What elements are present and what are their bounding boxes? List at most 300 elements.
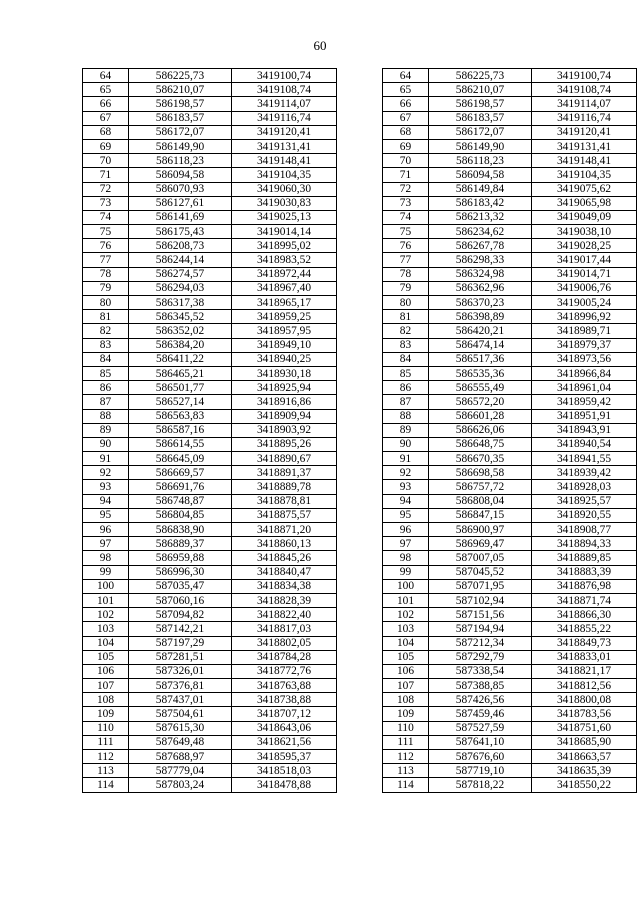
point-number-right: 93 (383, 480, 429, 494)
point-number-right: 106 (383, 664, 429, 678)
x-coord-left: 586225,73 (129, 69, 232, 83)
x-coord-left: 587060,16 (129, 593, 232, 607)
x-coord-right: 587676,60 (429, 750, 532, 764)
table-row (83, 579, 637, 593)
point-number-right: 96 (383, 523, 429, 537)
point-number-right: 66 (383, 97, 429, 111)
point-number-left: 79 (83, 281, 129, 295)
table-row (83, 508, 637, 522)
x-coord-left: 586345,52 (129, 310, 232, 324)
point-number-left: 64 (83, 69, 129, 83)
y-coord-left: 3419120,41 (232, 125, 337, 139)
column-gap (337, 579, 383, 593)
point-number-right: 110 (383, 721, 429, 735)
x-coord-right: 586225,73 (429, 69, 532, 83)
y-coord-right: 3418996,92 (532, 310, 637, 324)
x-coord-left: 586587,16 (129, 423, 232, 437)
y-coord-left: 3418957,95 (232, 324, 337, 338)
y-coord-left: 3418834,38 (232, 579, 337, 593)
point-number-left: 70 (83, 154, 129, 168)
column-gap (337, 466, 383, 480)
x-coord-left: 586645,09 (129, 452, 232, 466)
x-coord-left: 586465,21 (129, 366, 232, 380)
column-gap (337, 735, 383, 749)
point-number-left: 92 (83, 466, 129, 480)
point-number-right: 89 (383, 423, 429, 437)
y-coord-right: 3419014,71 (532, 267, 637, 281)
column-gap (337, 352, 383, 366)
point-number-left: 108 (83, 693, 129, 707)
y-coord-left: 3418840,47 (232, 565, 337, 579)
point-number-right: 87 (383, 395, 429, 409)
point-number-left: 73 (83, 196, 129, 210)
column-gap (337, 423, 383, 437)
table-row (83, 537, 637, 551)
x-coord-right: 586149,84 (429, 182, 532, 196)
point-number-right: 79 (383, 281, 429, 295)
y-coord-left: 3418949,10 (232, 338, 337, 352)
column-gap (337, 83, 383, 97)
x-coord-left: 587281,51 (129, 650, 232, 664)
table-row (83, 154, 637, 168)
y-coord-left: 3418983,52 (232, 253, 337, 267)
point-number-left: 71 (83, 168, 129, 182)
point-number-right: 100 (383, 579, 429, 593)
column-gap (337, 296, 383, 310)
table-row (83, 565, 637, 579)
point-number-right: 103 (383, 622, 429, 636)
y-coord-right: 3418876,98 (532, 579, 637, 593)
x-coord-right: 586648,75 (429, 437, 532, 451)
y-coord-left: 3418875,57 (232, 508, 337, 522)
table-row (83, 310, 637, 324)
y-coord-left: 3419030,83 (232, 196, 337, 210)
y-coord-left: 3418890,67 (232, 452, 337, 466)
x-coord-right: 587426,56 (429, 693, 532, 707)
table-row (83, 97, 637, 111)
point-number-right: 107 (383, 679, 429, 693)
table-row (83, 182, 637, 196)
column-gap (337, 69, 383, 83)
point-number-left: 98 (83, 551, 129, 565)
x-coord-right: 586149,90 (429, 139, 532, 153)
point-number-right: 99 (383, 565, 429, 579)
point-number-right: 80 (383, 296, 429, 310)
column-gap (337, 97, 383, 111)
x-coord-right: 586757,72 (429, 480, 532, 494)
point-number-left: 113 (83, 764, 129, 778)
y-coord-left: 3418860,13 (232, 537, 337, 551)
x-coord-left: 587376,81 (129, 679, 232, 693)
y-coord-right: 3419028,25 (532, 239, 637, 253)
point-number-right: 81 (383, 310, 429, 324)
x-coord-right: 586267,78 (429, 239, 532, 253)
table-row (83, 253, 637, 267)
column-gap (337, 437, 383, 451)
table-row (83, 466, 637, 480)
x-coord-left: 587649,48 (129, 735, 232, 749)
column-gap (337, 281, 383, 295)
x-coord-right: 587151,56 (429, 608, 532, 622)
point-number-right: 68 (383, 125, 429, 139)
table-row (83, 296, 637, 310)
table-row (83, 650, 637, 664)
x-coord-right: 587818,22 (429, 778, 532, 792)
y-coord-right: 3418966,84 (532, 366, 637, 380)
column-gap (337, 324, 383, 338)
column-gap (337, 750, 383, 764)
point-number-left: 107 (83, 679, 129, 693)
x-coord-right: 586398,89 (429, 310, 532, 324)
x-coord-right: 587388,85 (429, 679, 532, 693)
y-coord-right: 3419006,76 (532, 281, 637, 295)
column-gap (337, 239, 383, 253)
point-number-left: 72 (83, 182, 129, 196)
table-row (83, 721, 637, 735)
point-number-right: 95 (383, 508, 429, 522)
x-coord-right: 587527,59 (429, 721, 532, 735)
y-coord-right: 3418866,30 (532, 608, 637, 622)
y-coord-right: 3418855,22 (532, 622, 637, 636)
x-coord-right: 586213,32 (429, 210, 532, 224)
table-row (83, 437, 637, 451)
y-coord-left: 3418845,26 (232, 551, 337, 565)
y-coord-left: 3419131,41 (232, 139, 337, 153)
point-number-right: 78 (383, 267, 429, 281)
table-row (83, 707, 637, 721)
column-gap (337, 168, 383, 182)
x-coord-right: 586847,15 (429, 508, 532, 522)
y-coord-left: 3418965,17 (232, 296, 337, 310)
x-coord-left: 586094,58 (129, 168, 232, 182)
point-number-left: 109 (83, 707, 129, 721)
y-coord-right: 3418550,22 (532, 778, 637, 792)
point-number-left: 85 (83, 366, 129, 380)
point-number-right: 109 (383, 707, 429, 721)
y-coord-right: 3419108,74 (532, 83, 637, 97)
point-number-right: 69 (383, 139, 429, 153)
x-coord-left: 586501,77 (129, 381, 232, 395)
y-coord-left: 3418643,06 (232, 721, 337, 735)
y-coord-left: 3418817,03 (232, 622, 337, 636)
x-coord-left: 586172,07 (129, 125, 232, 139)
x-coord-left: 587779,04 (129, 764, 232, 778)
x-coord-left: 586384,20 (129, 338, 232, 352)
point-number-left: 77 (83, 253, 129, 267)
x-coord-right: 586298,33 (429, 253, 532, 267)
point-number-left: 78 (83, 267, 129, 281)
x-coord-right: 586808,04 (429, 494, 532, 508)
point-number-right: 111 (383, 735, 429, 749)
table-row (83, 83, 637, 97)
table-row (83, 735, 637, 749)
y-coord-left: 3418518,03 (232, 764, 337, 778)
point-number-right: 72 (383, 182, 429, 196)
column-gap (337, 125, 383, 139)
y-coord-left: 3419014,14 (232, 225, 337, 239)
table-row (83, 608, 637, 622)
x-coord-right: 586420,21 (429, 324, 532, 338)
column-gap (337, 253, 383, 267)
y-coord-right: 3418849,73 (532, 636, 637, 650)
x-coord-right: 586324,98 (429, 267, 532, 281)
y-coord-left: 3418916,86 (232, 395, 337, 409)
y-coord-right: 3418943,91 (532, 423, 637, 437)
y-coord-right: 3419148,41 (532, 154, 637, 168)
point-number-right: 84 (383, 352, 429, 366)
column-gap (337, 494, 383, 508)
point-number-left: 91 (83, 452, 129, 466)
y-coord-right: 3418959,42 (532, 395, 637, 409)
table-row (83, 139, 637, 153)
y-coord-right: 3418751,60 (532, 721, 637, 735)
point-number-left: 90 (83, 437, 129, 451)
table-row (83, 764, 637, 778)
point-number-right: 74 (383, 210, 429, 224)
x-coord-right: 586234,62 (429, 225, 532, 239)
y-coord-left: 3419114,07 (232, 97, 337, 111)
y-coord-left: 3418930,18 (232, 366, 337, 380)
y-coord-right: 3418685,90 (532, 735, 637, 749)
point-number-right: 77 (383, 253, 429, 267)
x-coord-right: 586601,28 (429, 409, 532, 423)
table-row (83, 338, 637, 352)
point-number-right: 108 (383, 693, 429, 707)
table-row (83, 111, 637, 125)
x-coord-left: 586198,57 (129, 97, 232, 111)
y-coord-left: 3418772,76 (232, 664, 337, 678)
point-number-left: 104 (83, 636, 129, 650)
point-number-right: 65 (383, 83, 429, 97)
y-coord-right: 3419049,09 (532, 210, 637, 224)
point-number-right: 85 (383, 366, 429, 380)
x-coord-right: 586198,57 (429, 97, 532, 111)
y-coord-left: 3418738,88 (232, 693, 337, 707)
column-gap (337, 480, 383, 494)
x-coord-right: 587641,10 (429, 735, 532, 749)
table-row (83, 551, 637, 565)
point-number-right: 88 (383, 409, 429, 423)
x-coord-left: 586127,61 (129, 196, 232, 210)
column-gap (337, 111, 383, 125)
point-number-left: 101 (83, 593, 129, 607)
page-number: 60 (313, 38, 327, 53)
x-coord-left: 586208,73 (129, 239, 232, 253)
x-coord-right: 586183,57 (429, 111, 532, 125)
point-number-right: 71 (383, 168, 429, 182)
table-row (83, 494, 637, 508)
y-coord-right: 3418939,42 (532, 466, 637, 480)
point-number-left: 86 (83, 381, 129, 395)
y-coord-right: 3418821,17 (532, 664, 637, 678)
x-coord-right: 587719,10 (429, 764, 532, 778)
column-gap (337, 537, 383, 551)
x-coord-right: 586626,06 (429, 423, 532, 437)
table-row (83, 366, 637, 380)
table-row (83, 778, 637, 792)
y-coord-left: 3418925,94 (232, 381, 337, 395)
column-gap (337, 608, 383, 622)
column-gap (337, 664, 383, 678)
column-gap (337, 778, 383, 792)
point-number-right: 97 (383, 537, 429, 551)
point-number-right: 86 (383, 381, 429, 395)
column-gap (337, 196, 383, 210)
y-coord-right: 3418908,77 (532, 523, 637, 537)
column-gap (337, 636, 383, 650)
column-gap (337, 366, 383, 380)
x-coord-left: 587326,01 (129, 664, 232, 678)
y-coord-left: 3418828,39 (232, 593, 337, 607)
point-number-left: 99 (83, 565, 129, 579)
point-number-right: 114 (383, 778, 429, 792)
x-coord-right: 586172,07 (429, 125, 532, 139)
coordinates-table (82, 68, 637, 793)
table-row (83, 452, 637, 466)
y-coord-left: 3418940,25 (232, 352, 337, 366)
y-coord-right: 3419114,07 (532, 97, 637, 111)
y-coord-right: 3419120,41 (532, 125, 637, 139)
table-row (83, 352, 637, 366)
y-coord-left: 3418878,81 (232, 494, 337, 508)
y-coord-right: 3418871,74 (532, 593, 637, 607)
point-number-left: 103 (83, 622, 129, 636)
y-coord-right: 3418925,57 (532, 494, 637, 508)
x-coord-left: 587615,30 (129, 721, 232, 735)
x-coord-left: 586210,07 (129, 83, 232, 97)
point-number-right: 83 (383, 338, 429, 352)
point-number-right: 98 (383, 551, 429, 565)
point-number-right: 92 (383, 466, 429, 480)
column-gap (337, 267, 383, 281)
point-number-left: 94 (83, 494, 129, 508)
y-coord-right: 3419104,35 (532, 168, 637, 182)
y-coord-right: 3418940,54 (532, 437, 637, 451)
column-gap (337, 182, 383, 196)
x-coord-left: 586691,76 (129, 480, 232, 494)
x-coord-left: 587142,21 (129, 622, 232, 636)
y-coord-right: 3418889,85 (532, 551, 637, 565)
table-row (83, 267, 637, 281)
y-coord-right: 3418928,03 (532, 480, 637, 494)
point-number-left: 88 (83, 409, 129, 423)
x-coord-left: 586996,30 (129, 565, 232, 579)
x-coord-right: 586094,58 (429, 168, 532, 182)
x-coord-left: 586070,93 (129, 182, 232, 196)
y-coord-left: 3418903,92 (232, 423, 337, 437)
y-coord-left: 3419100,74 (232, 69, 337, 83)
x-coord-right: 586969,47 (429, 537, 532, 551)
column-gap (337, 225, 383, 239)
point-number-right: 76 (383, 239, 429, 253)
point-number-left: 66 (83, 97, 129, 111)
y-coord-right: 3419017,44 (532, 253, 637, 267)
point-number-right: 94 (383, 494, 429, 508)
y-coord-left: 3418763,88 (232, 679, 337, 693)
y-coord-left: 3418972,44 (232, 267, 337, 281)
x-coord-left: 587197,29 (129, 636, 232, 650)
column-gap (337, 154, 383, 168)
x-coord-right: 586183,42 (429, 196, 532, 210)
x-coord-right: 586118,23 (429, 154, 532, 168)
column-gap (337, 693, 383, 707)
y-coord-right: 3418635,39 (532, 764, 637, 778)
table-row (83, 196, 637, 210)
x-coord-left: 586141,69 (129, 210, 232, 224)
table-row (83, 664, 637, 678)
x-coord-left: 586118,23 (129, 154, 232, 168)
table-row (83, 381, 637, 395)
point-number-right: 112 (383, 750, 429, 764)
x-coord-left: 586748,87 (129, 494, 232, 508)
y-coord-left: 3418707,12 (232, 707, 337, 721)
y-coord-right: 3418920,55 (532, 508, 637, 522)
coordinates-table-body (83, 69, 637, 793)
point-number-left: 87 (83, 395, 129, 409)
table-row (83, 210, 637, 224)
y-coord-left: 3418995,02 (232, 239, 337, 253)
x-coord-right: 586698,58 (429, 466, 532, 480)
point-number-right: 104 (383, 636, 429, 650)
table-row (83, 125, 637, 139)
point-number-left: 93 (83, 480, 129, 494)
column-gap (337, 679, 383, 693)
x-coord-right: 587459,46 (429, 707, 532, 721)
y-coord-left: 3418595,37 (232, 750, 337, 764)
x-coord-left: 586175,43 (129, 225, 232, 239)
x-coord-left: 586411,22 (129, 352, 232, 366)
table-row (83, 622, 637, 636)
x-coord-right: 586555,49 (429, 381, 532, 395)
table-row (83, 168, 637, 182)
x-coord-right: 587212,34 (429, 636, 532, 650)
y-coord-right: 3419075,62 (532, 182, 637, 196)
x-coord-left: 586959,88 (129, 551, 232, 565)
x-coord-left: 587094,82 (129, 608, 232, 622)
column-gap (337, 523, 383, 537)
y-coord-right: 3418800,08 (532, 693, 637, 707)
x-coord-right: 586474,14 (429, 338, 532, 352)
x-coord-right: 586535,36 (429, 366, 532, 380)
y-coord-right: 3418783,56 (532, 707, 637, 721)
table-row (83, 239, 637, 253)
y-coord-left: 3418871,20 (232, 523, 337, 537)
x-coord-right: 586370,23 (429, 296, 532, 310)
y-coord-left: 3418909,94 (232, 409, 337, 423)
x-coord-left: 587437,01 (129, 693, 232, 707)
y-coord-left: 3419148,41 (232, 154, 337, 168)
point-number-right: 91 (383, 452, 429, 466)
column-gap (337, 593, 383, 607)
column-gap (337, 721, 383, 735)
x-coord-right: 587007,05 (429, 551, 532, 565)
point-number-left: 68 (83, 125, 129, 139)
point-number-left: 100 (83, 579, 129, 593)
x-coord-right: 586210,07 (429, 83, 532, 97)
x-coord-right: 587194,94 (429, 622, 532, 636)
point-number-right: 102 (383, 608, 429, 622)
point-number-left: 106 (83, 664, 129, 678)
y-coord-right: 3419131,41 (532, 139, 637, 153)
x-coord-left: 586183,57 (129, 111, 232, 125)
y-coord-right: 3418894,33 (532, 537, 637, 551)
x-coord-left: 586244,14 (129, 253, 232, 267)
y-coord-left: 3418967,40 (232, 281, 337, 295)
point-number-left: 97 (83, 537, 129, 551)
point-number-left: 82 (83, 324, 129, 338)
y-coord-right: 3418951,91 (532, 409, 637, 423)
table-row (83, 593, 637, 607)
